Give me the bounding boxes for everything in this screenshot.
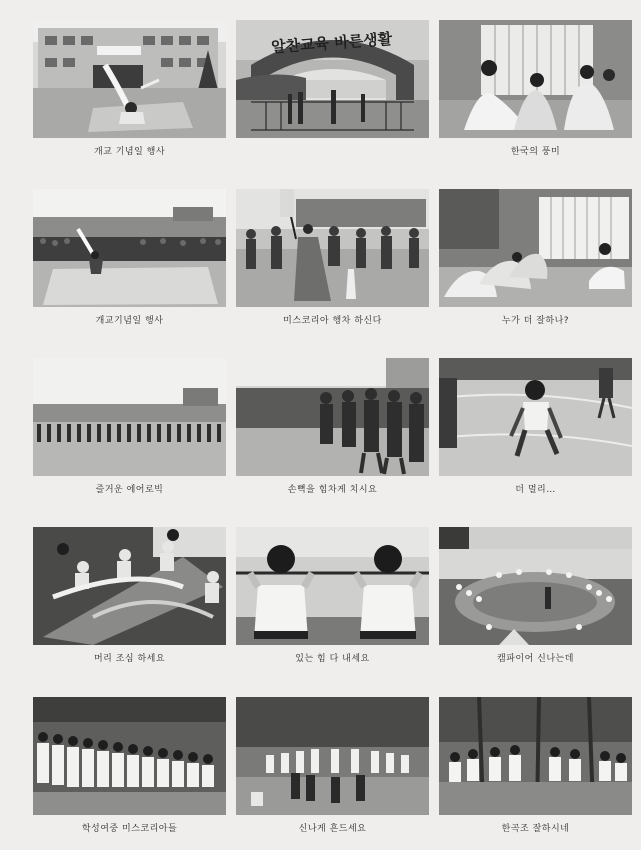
- photo-school-gate-banner: [236, 20, 429, 138]
- photo-aerobics-field: [33, 358, 226, 476]
- photo-caption: 있는 힘 다 내세요: [295, 654, 370, 664]
- photo-caption: 즐거운 에어로빅: [95, 485, 164, 495]
- photo-cell: [33, 20, 226, 157]
- photo-caption: 한곡조 잘하시네: [501, 824, 570, 834]
- photo-caption: 개교 기념일 행사: [93, 147, 166, 157]
- photo-misskorea-parade: [236, 189, 429, 307]
- photo-cell: [439, 358, 632, 495]
- photo-forest-dance: [236, 697, 429, 815]
- photo-hanbok-bowing: [439, 189, 632, 307]
- photo-caption: 한국의 풍미: [510, 147, 561, 157]
- photo-field-dance: [33, 189, 226, 307]
- photo-cell: [33, 189, 226, 326]
- photo-hanbok-performance: [439, 20, 632, 138]
- photo-cell: [439, 527, 632, 664]
- photo-cell: [439, 189, 632, 326]
- photo-clapping-girls: [236, 358, 429, 476]
- photo-pull-up: [236, 527, 429, 645]
- photo-long-jump: [439, 358, 632, 476]
- photo-cell: [33, 697, 226, 834]
- photo-caption: 누가 더 잘하나?: [501, 316, 570, 326]
- photo-cell: [439, 20, 632, 157]
- gate-banner-text: 알찬교육 바른생활: [270, 29, 393, 57]
- photo-caption: 더 멀리…: [515, 485, 556, 495]
- photo-group-seated: [33, 697, 226, 815]
- photo-cell: [236, 697, 429, 834]
- photo-cell: [236, 20, 429, 144]
- photo-caption: 머리 조심 하세요: [93, 654, 166, 664]
- photo-cell: [236, 189, 429, 326]
- photo-caption: 캠파이어 신나는데: [497, 654, 574, 664]
- photo-pole-game: [33, 527, 226, 645]
- photo-caption: 손뼉을 힘차게 치시요: [287, 485, 378, 495]
- photo-cell: [439, 697, 632, 834]
- photo-caption: 학성여중 미스코리아들: [81, 824, 178, 834]
- photo-caption: 미스코리아 행차 하신다: [283, 316, 382, 326]
- photo-caption: 개교기념일 행사: [95, 316, 164, 326]
- photo-campfire-circle: [439, 527, 632, 645]
- photo-cell: [33, 527, 226, 664]
- photo-cell: [33, 358, 226, 495]
- photo-singing-forest: [439, 697, 632, 815]
- photo-caption: 신나게 흔드세요: [298, 824, 367, 834]
- photo-school-building-dance: [33, 20, 226, 138]
- photo-cell: [236, 358, 429, 495]
- photo-cell: [236, 527, 429, 664]
